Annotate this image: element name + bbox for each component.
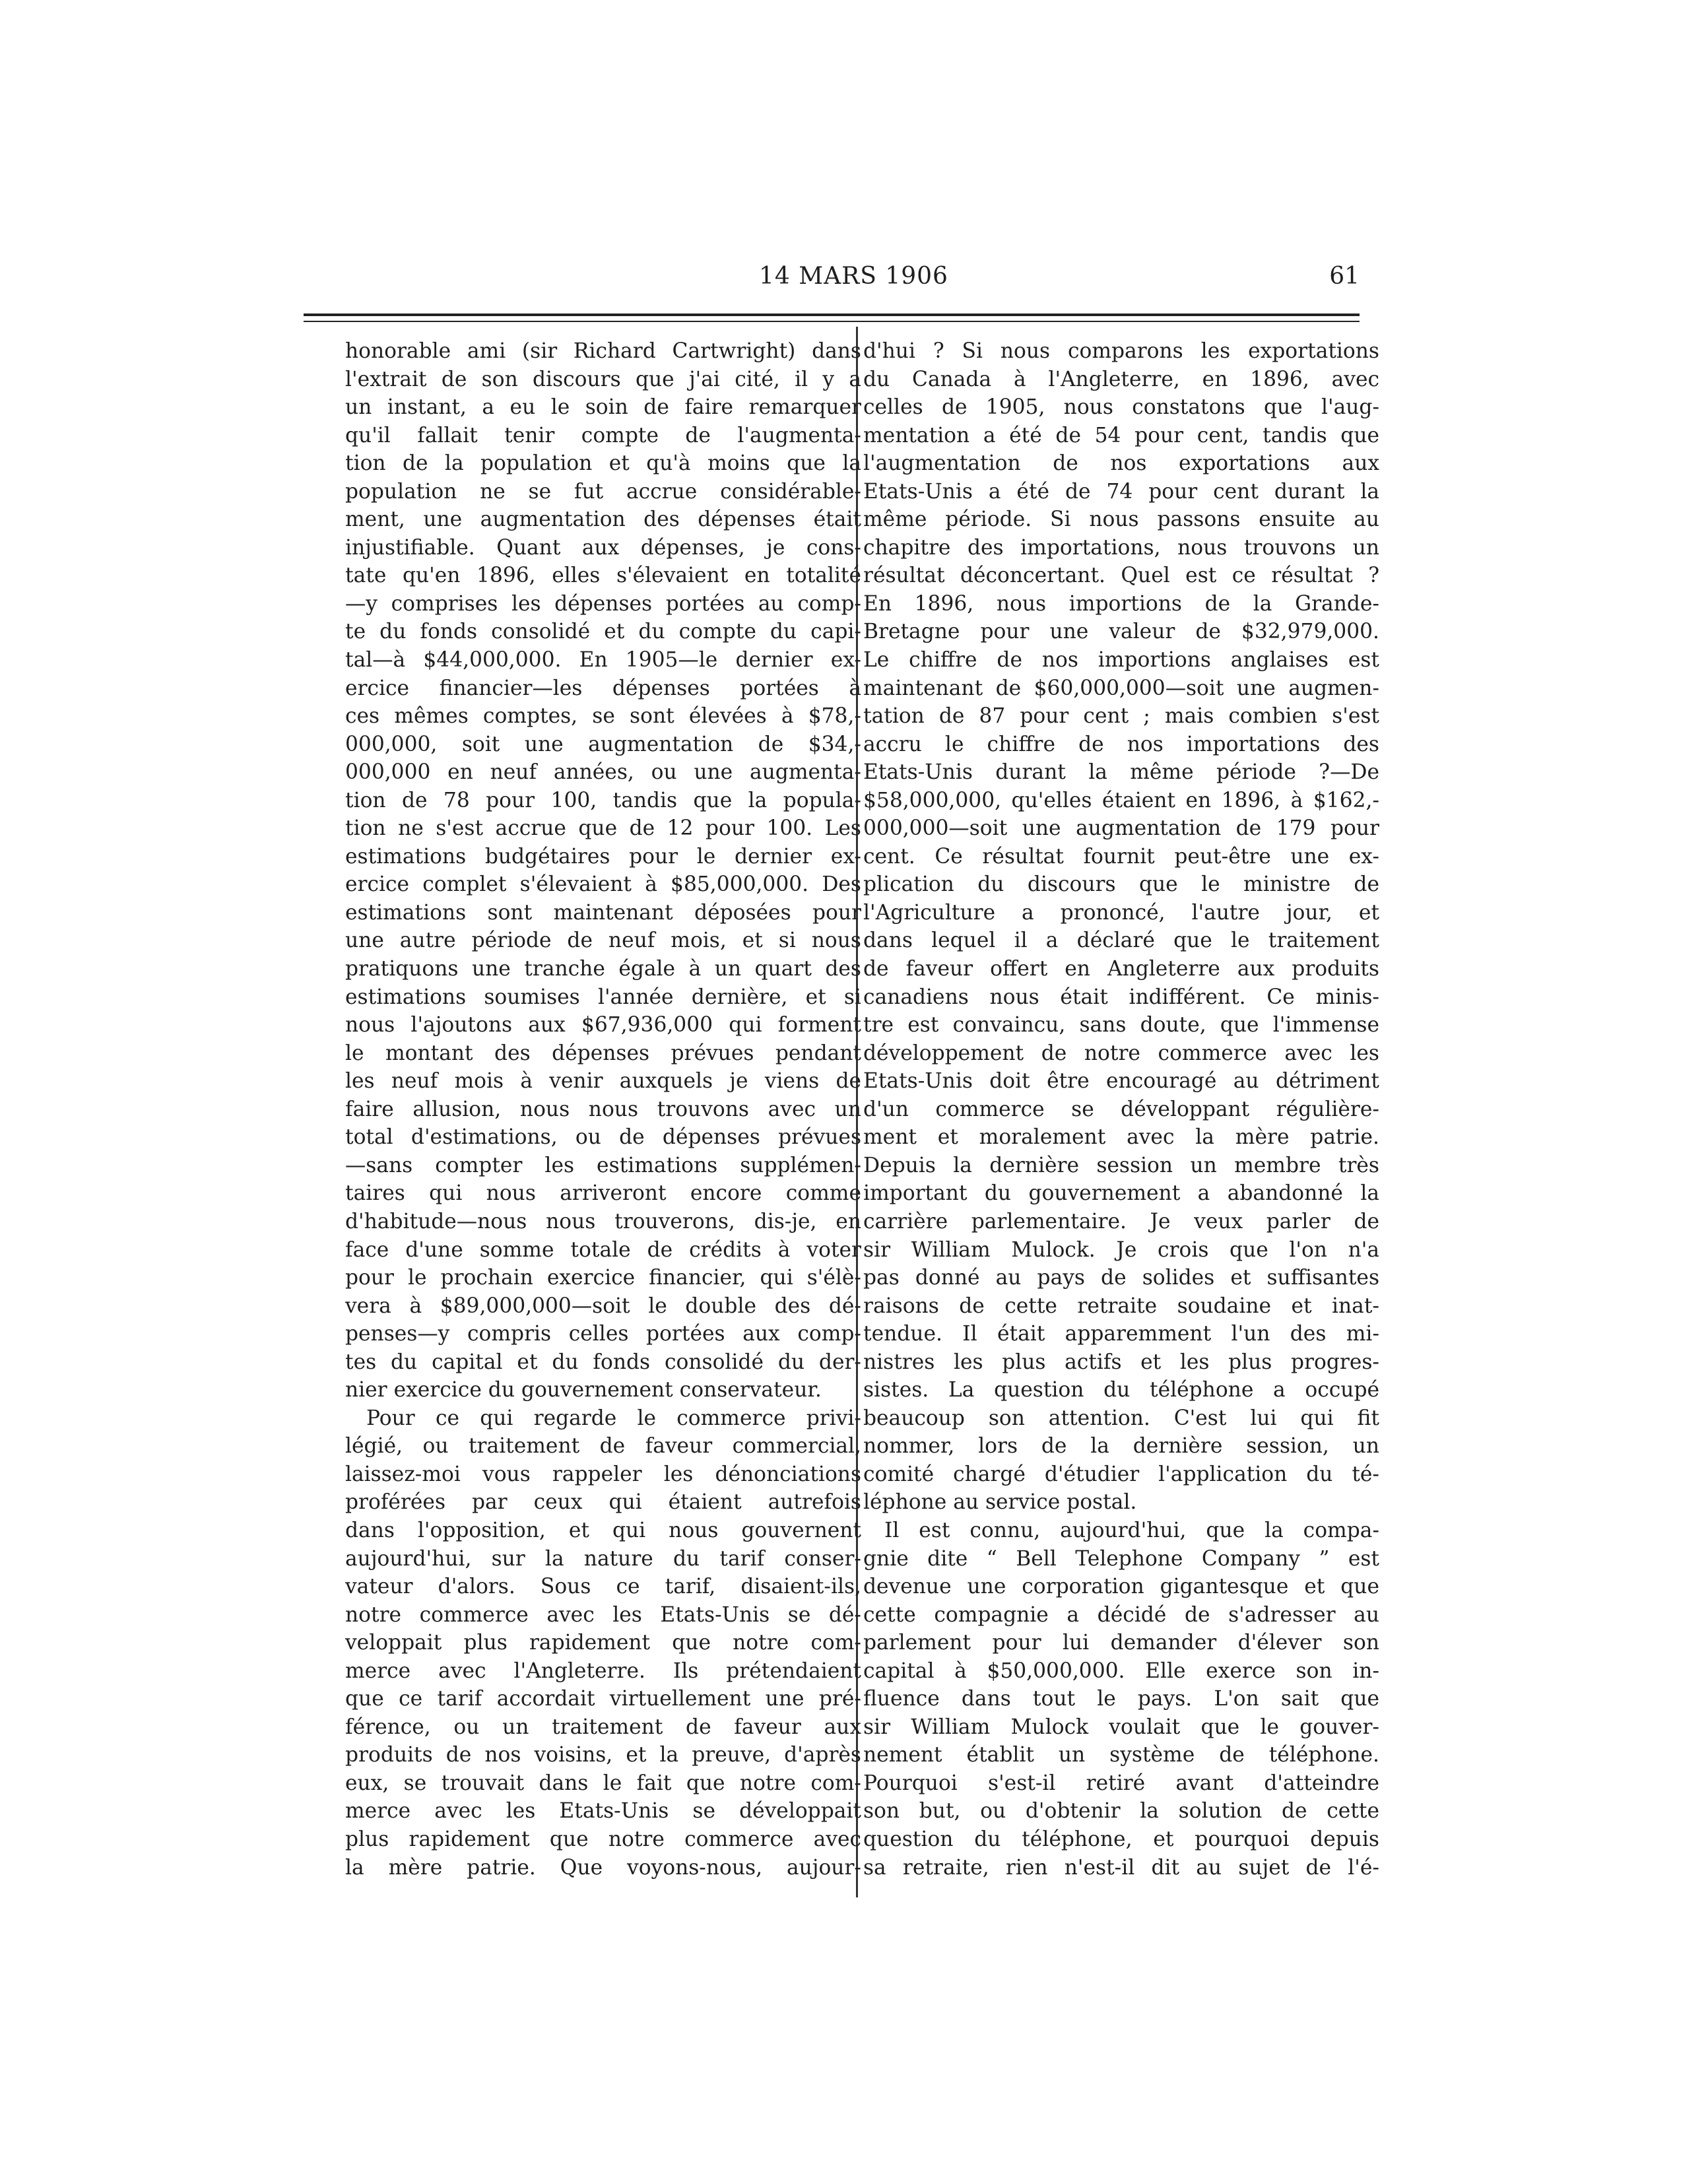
text-line: injustifiable. Quant aux dépenses, je cons-	[345, 535, 861, 560]
text-line: que ce tarif accordait virtuellement une pré-	[345, 1687, 861, 1711]
text-line: honorable ami (sir Richard Cartwright) dans	[345, 339, 861, 363]
left-column	[345, 337, 861, 1882]
text-line: Pourquoi s'est-il retiré avant d'atteindre	[863, 1771, 1379, 1795]
text-line: $58,000,000, qu'elles étaient en 1896, à $162,-	[863, 788, 1379, 812]
text-line: Bretagne pour une valeur de $32,979,000.	[863, 620, 1379, 644]
text-line: dans lequel il a déclaré que le traitement	[863, 929, 1379, 953]
page-number: 61	[1329, 263, 1360, 290]
text-line: estimations budgétaires pour le dernier ex-	[345, 844, 861, 869]
text-line: 000,000 en neuf années, ou une augmenta-	[345, 760, 861, 785]
text-line: mentation a été de 54 pour cent, tandis que	[863, 423, 1379, 447]
text-line: question du téléphone, et pourquoi depuis	[863, 1827, 1379, 1851]
text-line: ces mêmes comptes, se sont élevées à $78,-	[345, 704, 861, 729]
text-line: penses—y compris celles portées aux comp-	[345, 1322, 861, 1346]
text-line: qu'il fallait tenir compte de l'augmenta-	[345, 423, 861, 447]
text-line: cette compagnie a décidé de s'adresser au	[863, 1602, 1379, 1627]
text-line: de faveur offert en Angleterre aux produits	[863, 957, 1379, 981]
text-line: estimations sont maintenant déposées pour	[345, 900, 861, 925]
text-line: fluence dans tout le pays. L'on sait que	[863, 1687, 1379, 1711]
text-line: son but, ou d'obtenir la solution de cette	[863, 1799, 1379, 1824]
text-line: Depuis la dernière session un membre très	[863, 1153, 1379, 1177]
text-line: gnie dite “ Bell Telephone Company ” est	[863, 1546, 1379, 1571]
text-line: ment, une augmentation des dépenses était	[345, 508, 861, 532]
text-line: canadiens nous était indifférent. Ce minis-	[863, 985, 1379, 1009]
text-line: légié, ou traitement de faveur commercial,	[345, 1434, 861, 1459]
text-line: 000,000—soit une augmentation de 179 pour	[863, 816, 1379, 841]
text-line: sir William Mulock voulait que le gouver-	[863, 1715, 1379, 1739]
text-line: sistes. La question du téléphone a occupé	[863, 1378, 1379, 1402]
text-line: comité chargé d'étudier l'application du té-	[863, 1462, 1379, 1486]
text-line: celles de 1905, nous constatons que l'aug-	[863, 395, 1379, 420]
text-line: laissez-moi vous rappeler les dénonciations	[345, 1462, 861, 1486]
text-line: notre commerce avec les Etats-Unis se dé-	[345, 1602, 861, 1627]
text-line: 000,000, soit une augmentation de $34,-	[345, 732, 861, 756]
text-line: veloppait plus rapidement que notre com-	[345, 1631, 861, 1655]
page-header	[304, 263, 1360, 296]
text-line: un instant, a eu le soin de faire remarquer	[345, 395, 861, 420]
text-line: merce avec les Etats-Unis se développait	[345, 1799, 861, 1824]
text-line: tal—à $44,000,000. En 1905—le dernier ex-	[345, 648, 861, 673]
text-line: te du fonds consolidé et du compte du capi-	[345, 620, 861, 644]
text-line: parlement pour lui demander d'élever son	[863, 1631, 1379, 1655]
text-line: accru le chiffre de nos importations des	[863, 732, 1379, 756]
text-line: merce avec l'Angleterre. Ils prétendaient	[345, 1659, 861, 1683]
text-line: tes du capital et du fonds consolidé du der-	[345, 1350, 861, 1374]
text-line: tation de 87 pour cent ; mais combien s'est	[863, 704, 1379, 729]
text-line: pas donné au pays de solides et suffisantes	[863, 1266, 1379, 1290]
text-line: En 1896, nous importions de la Grande-	[863, 591, 1379, 616]
text-line: maintenant de $60,000,000—soit une augmen-	[863, 676, 1379, 700]
text-line: Etats-Unis durant la même période ?—De	[863, 760, 1379, 785]
text-line: eux, se trouvait dans le fait que notre com-	[345, 1771, 861, 1795]
text-line: cent. Ce résultat fournit peut-être une ex-	[863, 844, 1379, 869]
text-line: l'extrait de son discours que j'ai cité, il y a	[345, 367, 861, 391]
text-line: férence, ou un traitement de faveur aux	[345, 1715, 861, 1739]
text-line: nous l'ajoutons aux $67,936,000 qui forment	[345, 1013, 861, 1037]
text-line: la mère patrie. Que voyons-nous, aujour-	[345, 1855, 861, 1880]
text-line: plus rapidement que notre commerce avec	[345, 1827, 861, 1851]
text-line: population ne se fut accrue considérable-	[345, 479, 861, 504]
text-line: sir William Mulock. Je crois que l'on n'a	[863, 1237, 1379, 1262]
text-line: pour le prochain exercice financier, qui s'élè-	[345, 1266, 861, 1290]
text-line: taires qui nous arriveront encore comme	[345, 1181, 861, 1206]
text-line: d'hui ? Si nous comparons les exportations	[863, 339, 1379, 363]
text-line: pratiquons une tranche égale à un quart des	[345, 957, 861, 981]
header-rule-thin	[304, 321, 1360, 322]
text-line: ercice complet s'élevaient à $85,000,000. Des	[345, 872, 861, 897]
text-line: Il est connu, aujourd'hui, que la compa-	[884, 1518, 1379, 1542]
header-rule-thick	[304, 313, 1360, 316]
text-line: tion de 78 pour 100, tandis que la popula-	[345, 788, 861, 812]
text-line: vera à $89,000,000—soit le double des dé-	[345, 1294, 861, 1318]
text-line: tion de la population et qu'à moins que la	[345, 451, 861, 476]
text-line: nier exercice du gouvernement conservateur.	[345, 1378, 822, 1402]
text-line: ment et moralement avec la mère patrie.	[863, 1125, 1379, 1150]
text-line: l'Agriculture a prononcé, l'autre jour, et	[863, 900, 1379, 925]
text-line: proférées par ceux qui étaient autrefois	[345, 1490, 861, 1515]
text-line: faire allusion, nous nous trouvons avec un	[345, 1097, 861, 1121]
text-line: Le chiffre de nos importions anglaises est	[863, 648, 1379, 673]
text-line: le montant des dépenses prévues pendant	[345, 1041, 861, 1065]
text-line: aujourd'hui, sur la nature du tarif conser-	[345, 1546, 861, 1571]
text-line: face d'une somme totale de crédits à voter	[345, 1237, 861, 1262]
text-line: dans l'opposition, et qui nous gouvernent	[345, 1518, 861, 1542]
text-line: léphone au service postal.	[863, 1490, 1137, 1515]
text-line: Pour ce qui regarde le commerce privi-	[366, 1406, 861, 1430]
text-line: —sans compter les estimations supplémen-	[345, 1153, 861, 1177]
text-line: total d'estimations, ou de dépenses prévues	[345, 1125, 861, 1150]
text-line: tion ne s'est accrue que de 12 pour 100. Les	[345, 816, 861, 841]
text-line: tendue. Il était apparemment l'un des mi-	[863, 1322, 1379, 1346]
text-line: ercice financier—les dépenses portées à	[345, 676, 861, 700]
text-line: les neuf mois à venir auxquels je viens de	[345, 1069, 861, 1094]
text-line: nommer, lors de la dernière session, un	[863, 1434, 1379, 1459]
text-line: beaucoup son attention. C'est lui qui fit	[863, 1406, 1379, 1430]
text-line: chapitre des importations, nous trouvons un	[863, 535, 1379, 560]
text-line: important du gouvernement a abandonné la	[863, 1181, 1379, 1206]
text-line: d'un commerce se développant régulière-	[863, 1097, 1379, 1121]
text-line: du Canada à l'Angleterre, en 1896, avec	[863, 367, 1379, 391]
text-line: d'habitude—nous nous trouverons, dis-je, en	[345, 1209, 861, 1233]
text-line: plication du discours que le ministre de	[863, 872, 1379, 897]
text-line: développement de notre commerce avec les	[863, 1041, 1379, 1065]
text-line: une autre période de neuf mois, et si nous	[345, 929, 861, 953]
text-line: carrière parlementaire. Je veux parler de	[863, 1209, 1379, 1233]
text-line: l'augmentation de nos exportations aux	[863, 451, 1379, 476]
text-line: nement établit un système de téléphone.	[863, 1743, 1379, 1767]
text-line: tate qu'en 1896, elles s'élevaient en totalité	[345, 564, 861, 588]
right-column	[863, 337, 1379, 1882]
header-date: 14 MARS 1906	[759, 263, 948, 290]
text-line: raisons de cette retraite soudaine et inat-	[863, 1294, 1379, 1318]
text-line: Etats-Unis a été de 74 pour cent durant la	[863, 479, 1379, 504]
text-line: devenue une corporation gigantesque et que	[863, 1575, 1379, 1599]
text-line: résultat déconcertant. Quel est ce résultat ?	[863, 564, 1379, 588]
text-line: Etats-Unis doit être encouragé au détriment	[863, 1069, 1379, 1094]
text-line: —y comprises les dépenses portées au comp-	[345, 591, 861, 616]
text-line: même période. Si nous passons ensuite au	[863, 508, 1379, 532]
text-line: estimations soumises l'année dernière, et si	[345, 985, 861, 1009]
text-line: nistres les plus actifs et les plus progres-	[863, 1350, 1379, 1374]
text-line: vateur d'alors. Sous ce tarif, disaient-ils,	[345, 1575, 861, 1599]
text-line: tre est convaincu, sans doute, que l'immense	[863, 1013, 1379, 1037]
text-line: produits de nos voisins, et la preuve, d'après	[345, 1743, 861, 1767]
text-line: sa retraite, rien n'est-il dit au sujet de l'é-	[863, 1855, 1379, 1880]
text-line: capital à $50,000,000. Elle exerce son in-	[863, 1659, 1379, 1683]
